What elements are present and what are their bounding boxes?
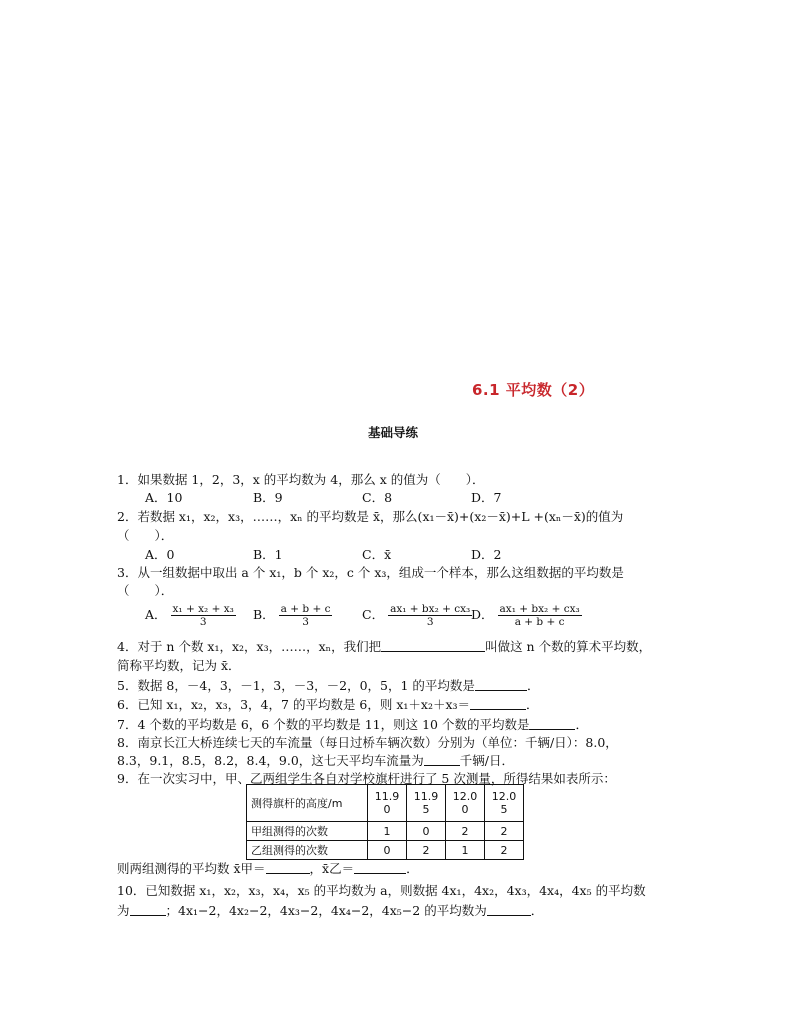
question-7: 7．4 个数的平均数是 6，6 个数的平均数是 11，则这 10 个数的平均数是 ． [117, 717, 588, 732]
q4-blank[interactable] [381, 639, 485, 652]
q1-option-a: A．10 [145, 490, 183, 505]
q3-option-a: A． $\frac{\text{x₁ + x₂ + x₃}}{3}$ [145, 603, 234, 628]
question-1: 1．如果数据 1，2，3，x 的平均数为 4，那么 x 的值为（ ）． [117, 472, 485, 487]
q3-frac-d: $\frac{\text{ax₁ + bx₂ + cx₃}}{a + b + c}$ [499, 603, 580, 628]
table-cell: 0 [407, 822, 446, 841]
q10-blank-2[interactable] [487, 903, 531, 916]
question-8: 8．南京长江大桥连续七天的车流量（每日过桥车辆次数）分别为（单位：千辆/日）：8.0， [117, 735, 618, 750]
question-2: 2．若数据 x₁，x₂，x₃，……，xₙ 的平均数是 x̄，那么(x₁－x̄)+(x₂－x̄)+L +(xₙ－x̄)的值为 [117, 509, 624, 524]
table-height-cell: 12.0 5 [485, 785, 524, 822]
page-title: 6.1 平均数（2） [472, 381, 595, 399]
q3-option-d: D． $\frac{\text{ax₁ + bx₂ + cx₃}}{a + b + c}$ [471, 603, 580, 628]
question-8-line2: 8.3，9.1，8.5，8.2，8.4，9.0，这七天平均车流量为 千辆/日． [117, 753, 514, 768]
q1-option-b: B．9 [253, 490, 283, 505]
q9-blank-jia[interactable] [266, 861, 310, 874]
question-3: 3．从一组数据中取出 a 个 x₁，b 个 x₂，c 个 x₃，组成一个样本，那么这组数据的平均数是 [117, 565, 624, 580]
row-label-group-yi: 乙组测得的次数 [247, 841, 368, 860]
question-3-line2: （ ）． [117, 583, 174, 598]
q2-option-b: B．1 [253, 547, 283, 562]
table-cell: 2 [485, 822, 524, 841]
q2-option-d: D．2 [471, 547, 502, 562]
question-9: 9．在一次实习中，甲、乙两组学生各自对学校旗杆进行了 5 次测量，所得结果如表所示： [117, 771, 616, 786]
question-9-result: 则两组测得的平均数 x̄甲＝ ，x̄乙＝ ． [117, 861, 419, 876]
q6-blank[interactable] [470, 697, 526, 710]
table-height-cell: 11.9 0 [368, 785, 407, 822]
table-header-cell: 测得旗杆的高度/m [247, 785, 368, 822]
table-cell: 0 [368, 841, 407, 860]
q3-option-b: B． $\frac{a + b + c}{3}$ [253, 603, 331, 628]
question-10: 10．已知数据 x₁，x₂，x₃，x₄，x₅ 的平均数为 a，则数据 4x₁，4x₂，4x₃，4x₄，4x₅ 的平均数 [117, 883, 646, 898]
table-height-cell: 11.9 5 [407, 785, 446, 822]
question-4: 4．对于 n 个数 x₁，x₂，x₃，……，xₙ，我们把 叫做这 n 个数的算术平均数， [117, 639, 652, 654]
table-cell: 2 [407, 841, 446, 860]
table-row [247, 785, 524, 822]
table-row [247, 841, 524, 860]
section-subtitle: 基础导练 [368, 425, 419, 440]
q2-option-c: C．x̄ [362, 547, 392, 562]
table-cell: 2 [485, 841, 524, 860]
q2-option-a: A．0 [145, 547, 175, 562]
table-cell: 2 [446, 822, 485, 841]
q7-blank[interactable] [529, 717, 575, 730]
question-4-line2: 简称平均数，记为 x̄． [117, 658, 241, 673]
q10-blank-1[interactable] [130, 903, 166, 916]
q3-frac-a: $\frac{\text{x₁ + x₂ + x₃}}{3}$ [172, 603, 234, 628]
table-cell: 1 [446, 841, 485, 860]
q5-blank[interactable] [475, 678, 527, 691]
q1-option-c: C．8 [362, 490, 393, 505]
table-row [247, 822, 524, 841]
q3-frac-b: $\frac{a + b + c}{3}$ [280, 603, 331, 628]
measurement-table [246, 784, 524, 860]
row-label-group-jia: 甲组测得的次数 [247, 822, 368, 841]
q3-frac-c: $\frac{\text{ax₁ + bx₂ + cx₃}}{3}$ [390, 603, 471, 628]
q3-option-c: C． $\frac{\text{ax₁ + bx₂ + cx₃}}{3}$ [362, 603, 471, 628]
question-2-line2: （ ）． [117, 528, 174, 543]
q1-option-d: D．7 [471, 490, 502, 505]
q8-blank[interactable] [424, 753, 460, 766]
q9-blank-yi[interactable] [354, 861, 406, 874]
question-10-line2: 为 ；4x₁−2，4x₂−2，4x₃−2，4x₄−2，4x₅−2 的平均数为 ． [117, 903, 544, 918]
table-height-cell: 12.0 0 [446, 785, 485, 822]
question-6: 6．已知 x₁，x₂，x₃，3，4，7 的平均数是 6，则 x₁＋x₂＋x₃＝ ． [117, 697, 539, 712]
question-5: 5．数据 8，－4，3，－1，3，－3，－2，0，5，1 的平均数是 ． [117, 678, 540, 693]
table-cell: 1 [368, 822, 407, 841]
